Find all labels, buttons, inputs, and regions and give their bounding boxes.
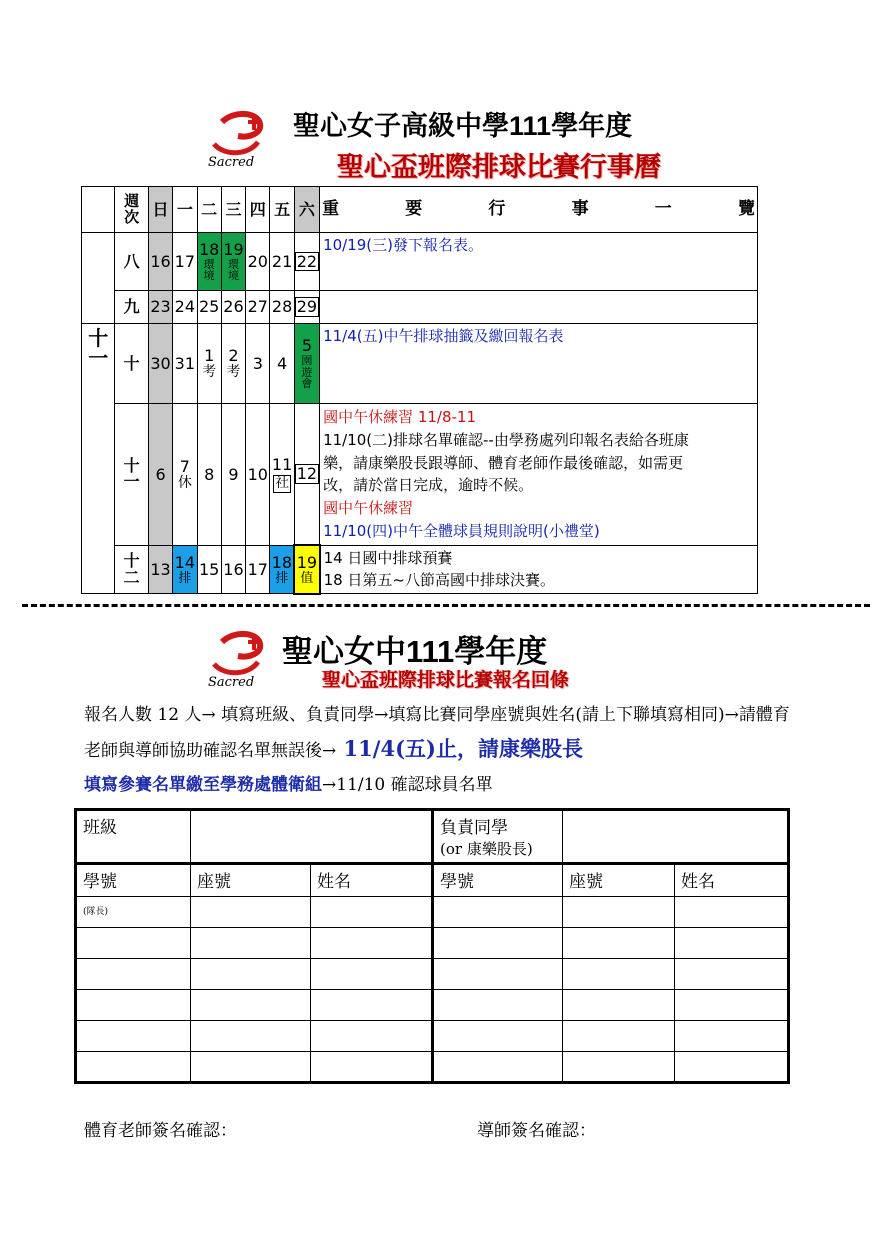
day-cell: 22 xyxy=(294,233,319,291)
event-line: 樂，請康樂股長跟導師、體育老師作最後確認，如需更 xyxy=(323,453,684,472)
table-row xyxy=(76,990,789,1021)
school-logo xyxy=(204,108,268,170)
day-cell: 11社 xyxy=(270,404,294,546)
logo-text: Sacred xyxy=(208,675,255,690)
day-cell: 28 xyxy=(270,291,294,324)
day-cell: 29 xyxy=(294,291,319,324)
day-header-wed: 三 xyxy=(221,187,245,233)
events-cell xyxy=(320,233,758,291)
page-subtitle: 聖心盃班際排球比賽行事曆 xyxy=(337,152,661,183)
col-header-seat-no: 座號 xyxy=(563,864,675,897)
seat-input[interactable] xyxy=(191,897,311,928)
week-number: 九 xyxy=(115,291,148,324)
day-header-sun: 日 xyxy=(148,187,172,233)
seat-input[interactable] xyxy=(563,990,675,1021)
seat-input[interactable] xyxy=(563,928,675,959)
week-row-8 xyxy=(82,233,758,291)
week-row-10 xyxy=(82,324,758,404)
week-row-9 xyxy=(82,291,758,324)
event-line: 11/10(二)排球名單確認--由學務處列印報名表給各班康 xyxy=(323,430,689,449)
col-header-student-id: 學號 xyxy=(76,864,191,897)
event-line: 11/4(五)中午排球抽籤及繳回報名表 xyxy=(323,327,564,345)
table-row xyxy=(76,1052,789,1083)
month-header-cell xyxy=(82,187,115,233)
name-input[interactable] xyxy=(311,897,433,928)
col-header-student-id: 學號 xyxy=(433,864,563,897)
table-row xyxy=(76,928,789,959)
student-id-input[interactable] xyxy=(433,897,563,928)
day-header-sat: 六 xyxy=(294,187,319,233)
day-cell: 27 xyxy=(246,291,270,324)
day-header-mon: 一 xyxy=(173,187,197,233)
seat-input[interactable] xyxy=(191,990,311,1021)
student-id-input[interactable] xyxy=(76,928,191,959)
day-cell: 16 xyxy=(148,233,172,291)
day-cell: 19 值 xyxy=(294,545,319,594)
calendar-header-row xyxy=(82,187,758,233)
name-input[interactable] xyxy=(675,1021,789,1052)
day-cell: 7 休 xyxy=(173,404,197,546)
name-input[interactable] xyxy=(311,1052,433,1083)
day-cell: 15 xyxy=(197,545,221,594)
seat-input[interactable] xyxy=(563,1052,675,1083)
day-cell: 17 xyxy=(246,545,270,594)
day-cell: 31 xyxy=(173,324,197,404)
event-line: 14 日國中排球預賽 xyxy=(323,548,453,567)
day-cell: 18 排 xyxy=(270,545,294,594)
name-input[interactable] xyxy=(675,959,789,990)
events-header-cell: 重 要 行 事 一 覽 xyxy=(320,187,758,233)
student-id-input[interactable] xyxy=(433,990,563,1021)
week-row-12 xyxy=(82,545,758,594)
day-header-fri: 五 xyxy=(270,187,294,233)
deadline-text: 11/4(五)止，請康樂股長 xyxy=(336,736,583,761)
cut-line-divider xyxy=(22,604,870,607)
day-cell: 17 xyxy=(173,233,197,291)
form-column-header-row xyxy=(76,864,789,897)
student-id-input[interactable] xyxy=(76,990,191,1021)
events-cell xyxy=(320,324,758,404)
form-subtitle: 聖心盃班際排球比賽報名回條 xyxy=(322,669,570,691)
registration-instructions: 報名人數 12 人→ 填寫班級、負責同學→填寫比賽同學座號與姓名(請上下聯填寫相同)→請體育老師與導師協助確認名單無誤後→ 11/4(五)止，請康樂股長 填寫參賽名單繳至學務處體衛組→11/10 確認球員名單 xyxy=(84,705,790,795)
col-header-seat-no: 座號 xyxy=(191,864,311,897)
homeroom-teacher-signature-label: 導師簽名確認： xyxy=(477,1121,596,1141)
submit-instruction: 填寫參賽名單繳至學務處體衛組 xyxy=(84,775,322,795)
event-line: 國中午休練習 xyxy=(323,499,414,518)
name-input[interactable] xyxy=(675,1052,789,1083)
leader-input[interactable] xyxy=(563,810,789,864)
day-cell: 24 xyxy=(173,291,197,324)
table-row xyxy=(76,897,789,928)
student-id-input[interactable] xyxy=(76,1052,191,1083)
week-number: 十 xyxy=(115,324,148,404)
day-cell: 23 xyxy=(148,291,172,324)
form-header-row xyxy=(76,810,789,864)
week-number: 十二 xyxy=(115,545,148,594)
table-row xyxy=(76,1021,789,1052)
pe-teacher-signature-label: 體育老師簽名確認： xyxy=(84,1121,237,1141)
event-line: 國中午休練習 11/8-11 xyxy=(323,408,477,426)
day-cell: 14 排 xyxy=(173,545,197,594)
day-cell: 12 xyxy=(294,404,319,546)
leader-label: 負責同學 (or 康樂股長) xyxy=(433,810,563,864)
student-id-input[interactable] xyxy=(433,928,563,959)
day-header-tue: 二 xyxy=(197,187,221,233)
table-row xyxy=(76,959,789,990)
week-number: 十一 xyxy=(115,404,148,546)
class-input[interactable] xyxy=(191,810,433,864)
event-calendar-table xyxy=(81,186,758,595)
events-cell xyxy=(320,291,758,324)
seat-input[interactable] xyxy=(191,928,311,959)
day-cell: 21 xyxy=(270,233,294,291)
student-id-input[interactable] xyxy=(76,897,191,928)
name-input[interactable] xyxy=(311,990,433,1021)
day-cell: 13 xyxy=(148,545,172,594)
events-cell xyxy=(320,545,758,594)
month-cell-nov: 十一 xyxy=(82,324,115,594)
form-title: 聖心女中111學年度 xyxy=(282,634,548,669)
student-id-input[interactable] xyxy=(76,959,191,990)
name-input[interactable] xyxy=(311,928,433,959)
student-id-input[interactable] xyxy=(433,1052,563,1083)
day-cell: 20 xyxy=(246,233,270,291)
logo-text: Sacred xyxy=(208,155,255,170)
month-cell-oct xyxy=(82,233,115,324)
student-id-input[interactable] xyxy=(76,1021,191,1052)
day-cell: 3 xyxy=(246,324,270,404)
name-input[interactable] xyxy=(311,959,433,990)
day-cell: 8 xyxy=(197,404,221,546)
col-header-name: 姓名 xyxy=(311,864,433,897)
week-header-cell: 週次 xyxy=(115,187,148,233)
class-label: 班級 xyxy=(76,810,191,864)
day-cell: 2 考 xyxy=(221,324,245,404)
day-cell: 18 環境 xyxy=(197,233,221,291)
seat-input[interactable] xyxy=(191,959,311,990)
name-input[interactable] xyxy=(675,990,789,1021)
day-cell: 9 xyxy=(221,404,245,546)
day-cell: 25 xyxy=(197,291,221,324)
day-cell: 5 園遊會 xyxy=(294,324,319,404)
seat-input[interactable] xyxy=(563,1021,675,1052)
seat-input[interactable] xyxy=(563,897,675,928)
day-cell: 1 考 xyxy=(197,324,221,404)
name-input[interactable] xyxy=(675,897,789,928)
day-cell: 30 xyxy=(148,324,172,404)
day-cell: 16 xyxy=(221,545,245,594)
day-cell: 4 xyxy=(270,324,294,404)
school-logo xyxy=(204,628,268,690)
events-cell xyxy=(320,404,758,546)
seat-input[interactable] xyxy=(563,959,675,990)
page-title: 聖心女子高級中學111學年度 xyxy=(293,111,633,141)
student-id-input[interactable] xyxy=(433,959,563,990)
event-line: 改，請於當日完成，逾時不候。 xyxy=(323,476,534,495)
student-id-input[interactable] xyxy=(433,1021,563,1052)
day-cell: 19 環境 xyxy=(221,233,245,291)
seat-input[interactable] xyxy=(191,1052,311,1083)
week-row-11 xyxy=(82,404,758,546)
col-header-name: 姓名 xyxy=(675,864,789,897)
event-line: 18 日第五~八節高國中排球決賽。 xyxy=(323,570,556,589)
day-cell: 6 xyxy=(148,404,172,546)
captain-note: (隊長) xyxy=(83,907,109,917)
event-line: 10/19(三)發下報名表。 xyxy=(323,236,484,254)
registration-form-table xyxy=(74,808,790,1084)
seat-input[interactable] xyxy=(191,1021,311,1052)
day-cell: 10 xyxy=(246,404,270,546)
day-header-thu: 四 xyxy=(246,187,270,233)
name-input[interactable] xyxy=(675,928,789,959)
name-input[interactable] xyxy=(311,1021,433,1052)
event-line: 11/10(四)中午全體球員規則說明(小禮堂) xyxy=(323,521,600,540)
day-cell: 26 xyxy=(221,291,245,324)
week-number: 八 xyxy=(115,233,148,291)
